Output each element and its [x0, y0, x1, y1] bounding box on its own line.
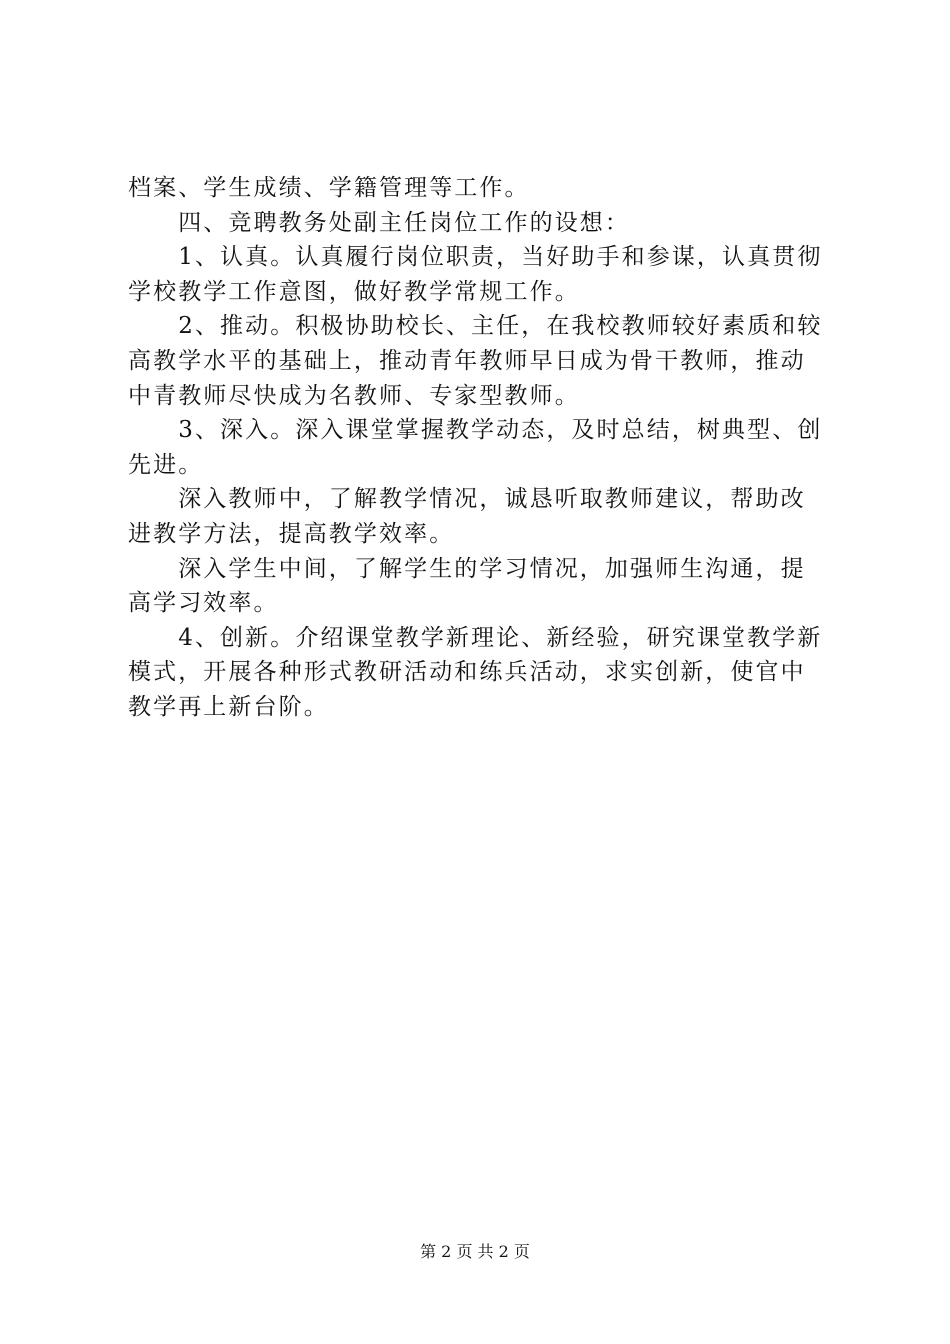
text-line: 学校教学工作意图，做好教学常规工作。: [128, 278, 580, 305]
document-body: [128, 171, 833, 725]
text-line: 深入教师中，了解教学情况，诚恳听取教师建议，帮助改: [128, 486, 806, 513]
text-line: 1、认真。认真履行岗位职责，当好助手和参谋，认真贯彻: [128, 244, 823, 271]
text-line: 深入学生中间，了解学生的学习情况，加强师生沟通，提: [128, 555, 806, 582]
text-line: 高教学水平的基础上，推动青年教师早日成为骨干教师，推动: [128, 347, 806, 374]
text-line: 模式，开展各种形式教研活动和练兵活动，求实创新，使官中: [128, 659, 806, 686]
text-line: 4、创新。介绍课堂教学新理论、新经验，研究课堂教学新: [128, 624, 823, 651]
text-line: 高学习效率。: [128, 590, 279, 617]
text-line: 3、深入。深入课堂掌握教学动态，及时总结，树典型、创: [128, 417, 823, 444]
section-heading: 四、竞聘教务处副主任岗位工作的设想：: [128, 209, 630, 236]
text-line: 2、推动。积极协助校长、主任，在我校教师较好素质和较: [128, 313, 823, 340]
page-footer: [0, 1240, 950, 1264]
page-number: 第 2 页 共 2 页: [420, 1242, 530, 1261]
text-line: 教学再上新台阶。: [128, 693, 329, 720]
text-line: 进教学方法，提高教学效率。: [128, 520, 455, 547]
text-line: 中青教师尽快成为名教师、专家型教师。: [128, 382, 580, 409]
text-line: 档案、学生成绩、学籍管理等工作。: [128, 175, 530, 201]
text-line: 先进。: [128, 451, 204, 478]
